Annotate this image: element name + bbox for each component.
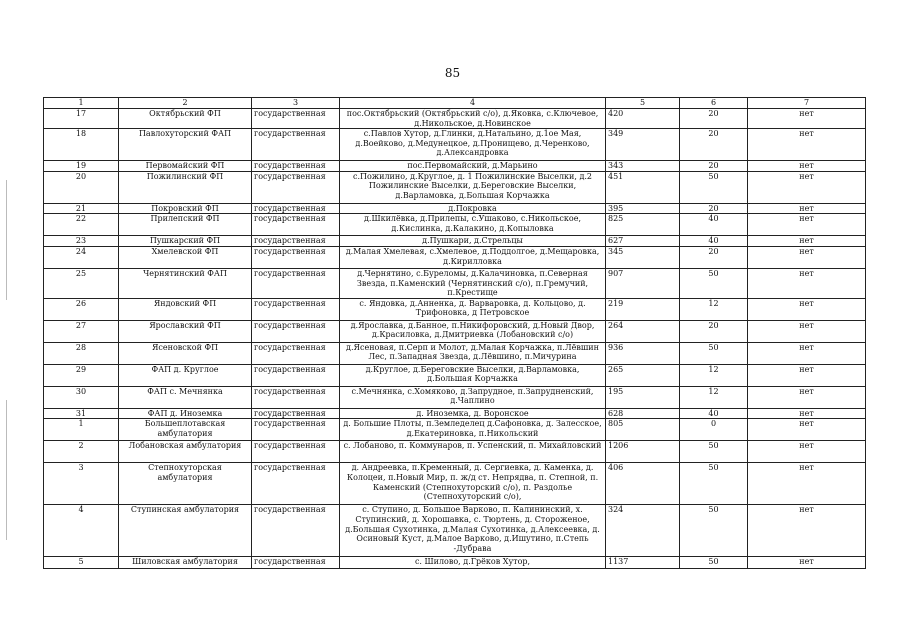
row-number: 2 <box>44 441 119 463</box>
facility-name: Первомайский ФП <box>119 161 252 172</box>
population-value: 1137 <box>606 557 680 569</box>
column-number: 2 <box>119 98 252 109</box>
row-number: 28 <box>44 342 119 364</box>
ownership-form: государственная <box>252 268 340 298</box>
flag-value: нет <box>748 161 866 172</box>
population-value: 343 <box>606 161 680 172</box>
table-row <box>44 386 866 408</box>
table-row <box>44 463 866 505</box>
ownership-form: государственная <box>252 557 340 569</box>
ownership-form: государственная <box>252 463 340 505</box>
table-row <box>44 109 866 129</box>
facility-name: Лобановская амбулатория <box>119 441 252 463</box>
served-settlements: с.Мечнянка, с.Хомяково, д.Запрудное, п.Запрудненский, д.Чаплино <box>340 386 606 408</box>
served-settlements: д.Пушкари, д.Стрельцы <box>340 236 606 247</box>
flag-value: нет <box>748 386 866 408</box>
served-settlements: д. Большие Плоты, п.Земледелец д.Сафоновка, д. Залесское, д.Екатериновка, п.Никольский <box>340 419 606 441</box>
ownership-form: государственная <box>252 298 340 320</box>
table-row <box>44 408 866 419</box>
distance-value: 20 <box>680 129 748 161</box>
distance-value: 20 <box>680 246 748 268</box>
column-number: 4 <box>340 98 606 109</box>
population-value: 936 <box>606 342 680 364</box>
table-row <box>44 557 866 569</box>
flag-value: нет <box>748 463 866 505</box>
ownership-form: государственная <box>252 408 340 419</box>
facility-name: Павлохуторский ФАП <box>119 129 252 161</box>
population-value: 805 <box>606 419 680 441</box>
row-number: 18 <box>44 129 119 161</box>
distance-value: 50 <box>680 171 748 203</box>
flag-value: нет <box>748 203 866 214</box>
ownership-form: государственная <box>252 342 340 364</box>
scan-margin-mark <box>6 180 7 300</box>
served-settlements: д.Ясеновая, п.Серп и Молот, д.Малая Корчажка, п.Лёвшин Лес, п.Западная Звезда, д.Лёвшино, п.Мичурина <box>340 342 606 364</box>
facility-name: ФАП с. Мечнянка <box>119 386 252 408</box>
table-row <box>44 236 866 247</box>
distance-value: 50 <box>680 557 748 569</box>
facility-name: ФАП д. Иноземка <box>119 408 252 419</box>
facility-name: Шиловская амбулатория <box>119 557 252 569</box>
ownership-form: государственная <box>252 246 340 268</box>
ownership-form: государственная <box>252 129 340 161</box>
facility-name: Покровский ФП <box>119 203 252 214</box>
population-value: 1206 <box>606 441 680 463</box>
facility-name: Ярославский ФП <box>119 320 252 342</box>
table-row <box>44 441 866 463</box>
distance-value: 12 <box>680 298 748 320</box>
facility-name: Ясеновской ФП <box>119 342 252 364</box>
population-value: 264 <box>606 320 680 342</box>
row-number: 24 <box>44 246 119 268</box>
ownership-form: государственная <box>252 171 340 203</box>
flag-value: нет <box>748 236 866 247</box>
population-value: 395 <box>606 203 680 214</box>
facility-name: Пожилинский ФП <box>119 171 252 203</box>
ownership-form: государственная <box>252 109 340 129</box>
column-number: 5 <box>606 98 680 109</box>
flag-value: нет <box>748 129 866 161</box>
distance-value: 20 <box>680 203 748 214</box>
served-settlements: с. Лобаново, п. Коммунаров, п. Успенский, п. Михайловский <box>340 441 606 463</box>
facility-name: ФАП д. Круглое <box>119 364 252 386</box>
row-number: 27 <box>44 320 119 342</box>
flag-value: нет <box>748 109 866 129</box>
population-value: 324 <box>606 505 680 557</box>
distance-value: 20 <box>680 109 748 129</box>
served-settlements: д.Малая Хмелевая, с.Хмелевое, д.Поддолгое, д.Мещаровка, д.Кирилловка <box>340 246 606 268</box>
table-row <box>44 129 866 161</box>
table-row <box>44 342 866 364</box>
population-value: 265 <box>606 364 680 386</box>
served-settlements: д. Иноземка, д. Воронское <box>340 408 606 419</box>
row-number: 22 <box>44 214 119 236</box>
served-settlements: д.Ярославка, д.Банное, п.Никифоровский, д.Новый Двор, д.Красиловка, д.Дмитриевка (Лобановский с/о) <box>340 320 606 342</box>
table-row <box>44 161 866 172</box>
served-settlements: с. Ступино, д. Большое Варково, п. Калининский, х. Ступинский, д. Хорошавка, с. Тюртень, д. Стороженое, д.Большая Сухотинка, д.Малая Сухотинка, д.Алексеевка, д. Осиновый Куст, д.Малое Варково, д.Ишутино, п.Степь -Дубрава <box>340 505 606 557</box>
facilities-table <box>43 97 866 569</box>
served-settlements: с.Павлов Хутор, д.Глинки, д.Натальино, д.1ое Мая, д.Воейково, д.Медунецкое, д.Пронищево, д.Черенково, д.Александровка <box>340 129 606 161</box>
population-value: 406 <box>606 463 680 505</box>
ownership-form: государственная <box>252 214 340 236</box>
population-value: 451 <box>606 171 680 203</box>
ownership-form: государственная <box>252 505 340 557</box>
distance-value: 50 <box>680 268 748 298</box>
row-number: 26 <box>44 298 119 320</box>
flag-value: нет <box>748 171 866 203</box>
row-number: 31 <box>44 408 119 419</box>
flag-value: нет <box>748 419 866 441</box>
served-settlements: д.Круглое, д.Береговские Выселки, д.Варламовка, д.Большая Корчажка <box>340 364 606 386</box>
facility-name: Хмелевской ФП <box>119 246 252 268</box>
facility-name: Яндовский ФП <box>119 298 252 320</box>
facility-name: Степнохуторская амбулатория <box>119 463 252 505</box>
facility-name: Октябрьский ФП <box>119 109 252 129</box>
flag-value: нет <box>748 320 866 342</box>
ownership-form: государственная <box>252 364 340 386</box>
facility-name: Прилепский ФП <box>119 214 252 236</box>
row-number: 5 <box>44 557 119 569</box>
flag-value: нет <box>748 441 866 463</box>
distance-value: 12 <box>680 364 748 386</box>
row-number: 4 <box>44 505 119 557</box>
flag-value: нет <box>748 408 866 419</box>
distance-value: 50 <box>680 505 748 557</box>
column-number: 3 <box>252 98 340 109</box>
distance-value: 50 <box>680 342 748 364</box>
row-number: 20 <box>44 171 119 203</box>
distance-value: 0 <box>680 419 748 441</box>
column-number: 6 <box>680 98 748 109</box>
ownership-form: государственная <box>252 161 340 172</box>
ownership-form: государственная <box>252 320 340 342</box>
table-row <box>44 203 866 214</box>
table-row <box>44 171 866 203</box>
served-settlements: д.Чернятино, с.Буреломы, д.Калачиновка, п.Северная Звезда, п.Каменский (Чернятинский с/о), п.Гремучий, п.Крестище <box>340 268 606 298</box>
served-settlements: д.Покровка <box>340 203 606 214</box>
population-value: 628 <box>606 408 680 419</box>
scan-margin-mark <box>6 400 7 540</box>
population-value: 627 <box>606 236 680 247</box>
ownership-form: государственная <box>252 203 340 214</box>
ownership-form: государственная <box>252 236 340 247</box>
row-number: 19 <box>44 161 119 172</box>
distance-value: 40 <box>680 236 748 247</box>
population-value: 195 <box>606 386 680 408</box>
table-row <box>44 364 866 386</box>
table-row <box>44 419 866 441</box>
row-number: 21 <box>44 203 119 214</box>
column-number: 7 <box>748 98 866 109</box>
row-number: 1 <box>44 419 119 441</box>
flag-value: нет <box>748 557 866 569</box>
population-value: 420 <box>606 109 680 129</box>
flag-value: нет <box>748 342 866 364</box>
distance-value: 40 <box>680 214 748 236</box>
page-number: 85 <box>444 66 461 80</box>
served-settlements: пос.Октябрьский (Октябрьский с/о), д.Яковка, с.Ключевое, д.Никольское, д.Новинское <box>340 109 606 129</box>
row-number: 23 <box>44 236 119 247</box>
table-row <box>44 505 866 557</box>
facility-name: Большеплотавская амбулатория <box>119 419 252 441</box>
row-number: 17 <box>44 109 119 129</box>
row-number: 25 <box>44 268 119 298</box>
served-settlements: д.Шкилёвка, д.Прилепы, с.Ушаково, с.Никольское, д.Кислинка, д.Калакино, д.Копыловка <box>340 214 606 236</box>
population-value: 907 <box>606 268 680 298</box>
column-number-row <box>44 98 866 109</box>
distance-value: 20 <box>680 320 748 342</box>
population-value: 345 <box>606 246 680 268</box>
flag-value: нет <box>748 298 866 320</box>
table-row <box>44 320 866 342</box>
facility-name: Пушкарский ФП <box>119 236 252 247</box>
row-number: 29 <box>44 364 119 386</box>
flag-value: нет <box>748 364 866 386</box>
distance-value: 50 <box>680 441 748 463</box>
served-settlements: с. Яндовка, д.Анненка, д. Варваровка, д. Кольцово, д. Трифоновка, д Петровское <box>340 298 606 320</box>
column-number: 1 <box>44 98 119 109</box>
served-settlements: с. Шилово, д.Грёков Хутор, <box>340 557 606 569</box>
served-settlements: с.Пожилино, д.Круглое, д. 1 Пожилинские Выселки, д.2 Пожилинские Выселки, д.Береговские Выселки, д.Варламовка, д.Большая Корчажка <box>340 171 606 203</box>
ownership-form: государственная <box>252 386 340 408</box>
facility-name: Чернятинский ФАП <box>119 268 252 298</box>
population-value: 219 <box>606 298 680 320</box>
flag-value: нет <box>748 214 866 236</box>
served-settlements: д. Андреевка, п.Кременный, д. Сергиевка, д. Каменка, д. Колоцеи, п.Новый Мир, п. ж/д ст. Непрядва, п. Степной, п. Каменский (Степнохуторский с/о), п. Раздолье (Степнохуторский с/о), <box>340 463 606 505</box>
table-row <box>44 246 866 268</box>
flag-value: нет <box>748 268 866 298</box>
distance-value: 12 <box>680 386 748 408</box>
served-settlements: пос.Первомайский, д.Марьино <box>340 161 606 172</box>
flag-value: нет <box>748 246 866 268</box>
population-value: 349 <box>606 129 680 161</box>
distance-value: 40 <box>680 408 748 419</box>
table-row <box>44 298 866 320</box>
distance-value: 20 <box>680 161 748 172</box>
row-number: 3 <box>44 463 119 505</box>
ownership-form: государственная <box>252 419 340 441</box>
table-row <box>44 268 866 298</box>
flag-value: нет <box>748 505 866 557</box>
table-row <box>44 214 866 236</box>
population-value: 825 <box>606 214 680 236</box>
facility-name: Ступинская амбулатория <box>119 505 252 557</box>
distance-value: 50 <box>680 463 748 505</box>
ownership-form: государственная <box>252 441 340 463</box>
row-number: 30 <box>44 386 119 408</box>
